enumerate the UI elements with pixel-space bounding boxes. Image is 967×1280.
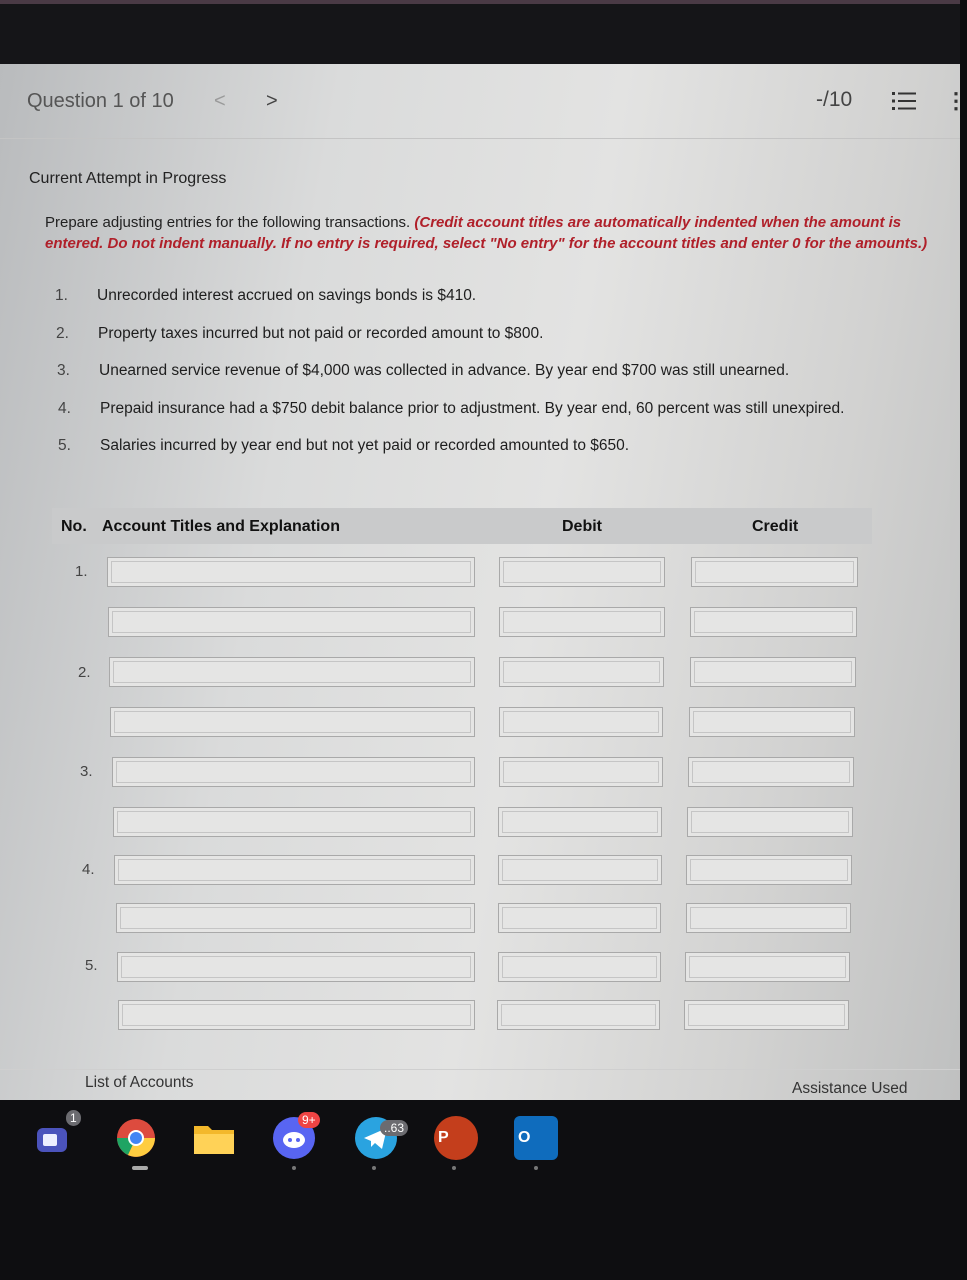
- entry-number: 4.: [82, 861, 95, 878]
- assistance-used-label: Assistance Used: [792, 1080, 908, 1097]
- account-title-input[interactable]: [114, 855, 475, 885]
- transaction-number: 5.: [58, 437, 71, 454]
- transaction-text: Prepaid insurance had a $750 debit balance prior to adjustment. By year end, 60 percent was still unexpired.: [100, 400, 845, 417]
- credit-input[interactable]: [686, 855, 852, 885]
- transaction-item: [58, 437, 629, 455]
- credit-input[interactable]: [687, 807, 853, 837]
- account-title-input[interactable]: [112, 757, 475, 787]
- powerpoint-icon[interactable]: P: [434, 1116, 478, 1160]
- teams-badge: 1: [66, 1110, 81, 1126]
- instructions-text: Prepare adjusting entries for the following transactions.: [45, 214, 411, 231]
- attempt-status: Current Attempt in Progress: [29, 170, 227, 187]
- credit-input[interactable]: [686, 903, 851, 933]
- transaction-text: Unearned service revenue of $4,000 was collected in advance. By year end $700 was still unearned.: [99, 362, 790, 379]
- credit-input[interactable]: [684, 1000, 849, 1030]
- question-header: [0, 64, 967, 139]
- debit-input[interactable]: [499, 707, 663, 737]
- instructions-note: (Credit account titles are automatically indented when the amount is entered. Do not indent manually. If no entry is required, select "No entry" for the account titles and enter 0 for the amounts.): [45, 214, 928, 252]
- next-question-button[interactable]: >: [266, 90, 278, 112]
- account-title-input[interactable]: [118, 1000, 475, 1030]
- account-title-input[interactable]: [107, 557, 475, 587]
- credit-input[interactable]: [690, 607, 857, 637]
- entry-number: 1.: [75, 563, 88, 580]
- credit-input[interactable]: [690, 657, 856, 687]
- transaction-item: [58, 400, 844, 418]
- score-display: -/10: [816, 88, 853, 111]
- column-header-account: Account Titles and Explanation: [102, 518, 340, 535]
- debit-input[interactable]: [498, 903, 661, 933]
- account-title-input[interactable]: [109, 657, 475, 687]
- account-title-input[interactable]: [116, 903, 475, 933]
- column-header-debit: Debit: [562, 518, 602, 535]
- chrome-icon[interactable]: [114, 1116, 158, 1160]
- transaction-item: [56, 325, 543, 343]
- more-options-icon[interactable]: ⋮: [945, 88, 967, 113]
- footer-divider: [0, 1069, 960, 1070]
- journal-table-header: [52, 508, 872, 544]
- instructions: [45, 212, 945, 254]
- question-list-icon[interactable]: [892, 90, 916, 112]
- transaction-number: 4.: [58, 400, 71, 417]
- taskbar: [0, 1100, 960, 1280]
- debit-input[interactable]: [498, 807, 662, 837]
- debit-input[interactable]: [499, 757, 663, 787]
- entry-number: 5.: [85, 957, 98, 974]
- telegram-badge: ..63: [380, 1120, 408, 1136]
- debit-input[interactable]: [499, 657, 664, 687]
- transaction-item: [57, 362, 789, 380]
- debit-input[interactable]: [497, 1000, 660, 1030]
- question-page: [0, 64, 967, 1100]
- question-title: Question 1 of 10: [27, 90, 174, 112]
- credit-input[interactable]: [691, 557, 858, 587]
- discord-badge: 9+: [298, 1112, 320, 1128]
- transaction-text: Salaries incurred by year end but not yet paid or recorded amounted to $650.: [100, 437, 630, 454]
- column-header-no: No.: [61, 518, 87, 535]
- top-bezel: [0, 0, 960, 64]
- account-title-input[interactable]: [117, 952, 475, 982]
- entry-number: 2.: [78, 664, 91, 681]
- debit-input[interactable]: [498, 855, 662, 885]
- transaction-text: Property taxes incurred but not paid or recorded amount to $800.: [98, 325, 544, 342]
- column-header-credit: Credit: [752, 518, 799, 535]
- credit-input[interactable]: [689, 707, 855, 737]
- entry-number: 3.: [80, 763, 93, 780]
- previous-question-button[interactable]: <: [214, 90, 226, 112]
- transaction-number: 2.: [56, 325, 69, 342]
- debit-input[interactable]: [499, 557, 665, 587]
- credit-input[interactable]: [685, 952, 850, 982]
- debit-input[interactable]: [498, 952, 661, 982]
- list-of-accounts-link[interactable]: List of Accounts: [85, 1074, 194, 1091]
- account-title-input[interactable]: [113, 807, 475, 837]
- outlook-icon[interactable]: O: [514, 1116, 558, 1160]
- transaction-number: 1.: [55, 287, 68, 304]
- transaction-item: [55, 287, 476, 305]
- transaction-number: 3.: [57, 362, 70, 379]
- debit-input[interactable]: [499, 607, 665, 637]
- account-title-input[interactable]: [110, 707, 475, 737]
- transaction-text: Unrecorded interest accrued on savings bonds is $410.: [97, 287, 477, 304]
- file-explorer-icon[interactable]: [192, 1116, 236, 1160]
- account-title-input[interactable]: [108, 607, 475, 637]
- credit-input[interactable]: [688, 757, 854, 787]
